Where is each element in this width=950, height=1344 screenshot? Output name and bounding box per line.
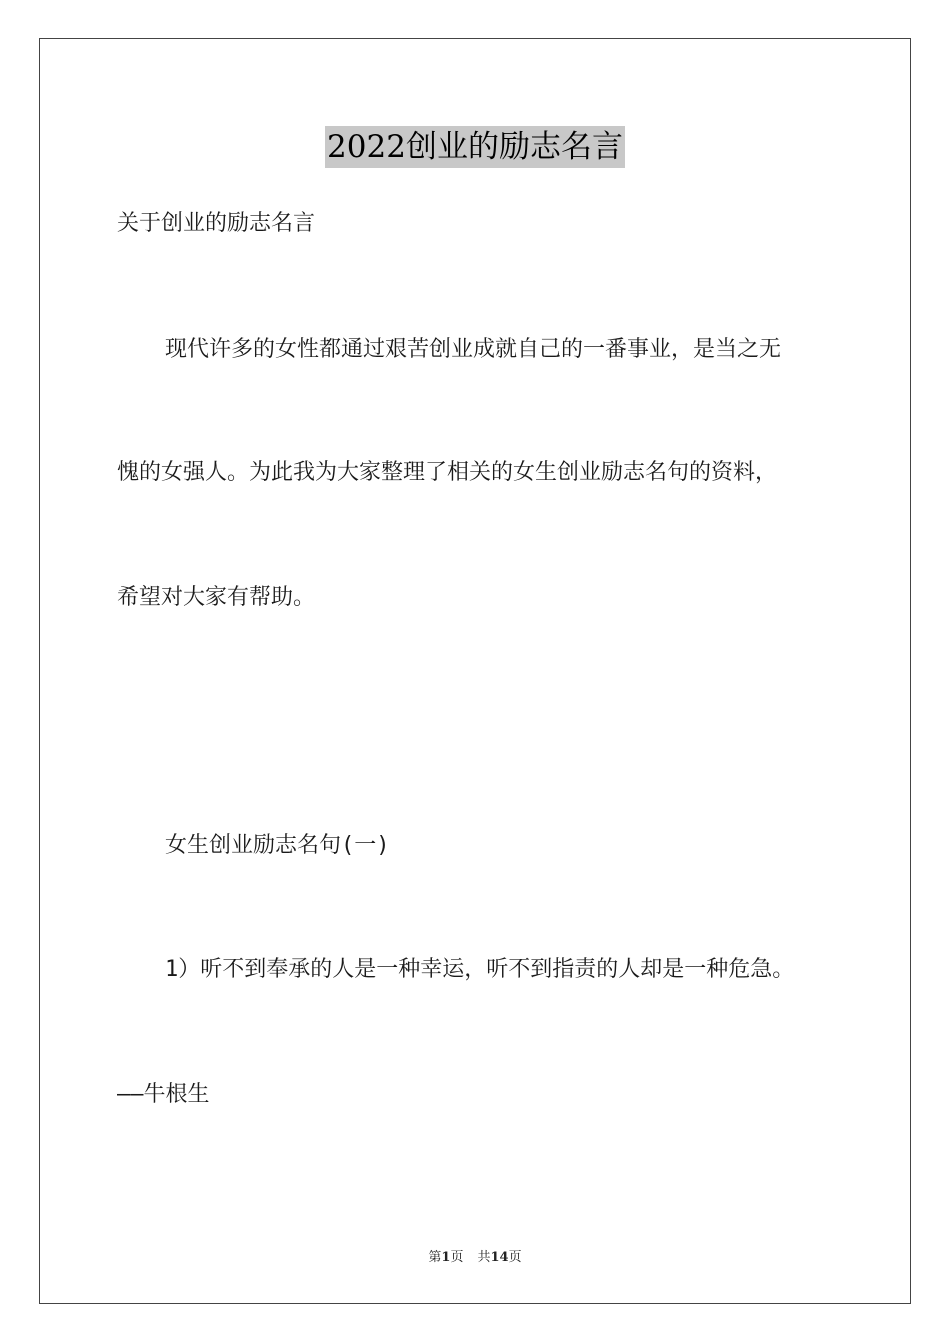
document-heading: 关于创业的励志名言 [117, 211, 316, 236]
title-container [0, 126, 950, 168]
paragraph-line-3: 希望对大家有帮助。 [117, 585, 316, 610]
quote-author: ——牛根生 [117, 1082, 210, 1107]
footer-page-number: 1 [441, 1250, 451, 1265]
document-title: 2022创业的励志名言 [325, 126, 625, 168]
paragraph-line-1: 现代许多的女性都通过艰苦创业成就自己的一番事业，是当之无 [165, 337, 782, 362]
footer-page-prefix: 第 [428, 1250, 442, 1265]
footer-page-suffix: 页 [450, 1250, 464, 1265]
page-footer [0, 1249, 950, 1267]
footer-total-prefix: 共 [477, 1250, 491, 1265]
footer-total-pages: 14 [490, 1250, 509, 1265]
quote-text: 1）听不到奉承的人是一种幸运，听不到指责的人却是一种危急。 [165, 957, 795, 982]
section-title: 女生创业励志名句(一) [165, 833, 390, 858]
paragraph-line-2: 愧的女强人。为此我为大家整理了相关的女生创业励志名句的资料， [117, 460, 778, 485]
footer-total-suffix: 页 [508, 1250, 522, 1265]
